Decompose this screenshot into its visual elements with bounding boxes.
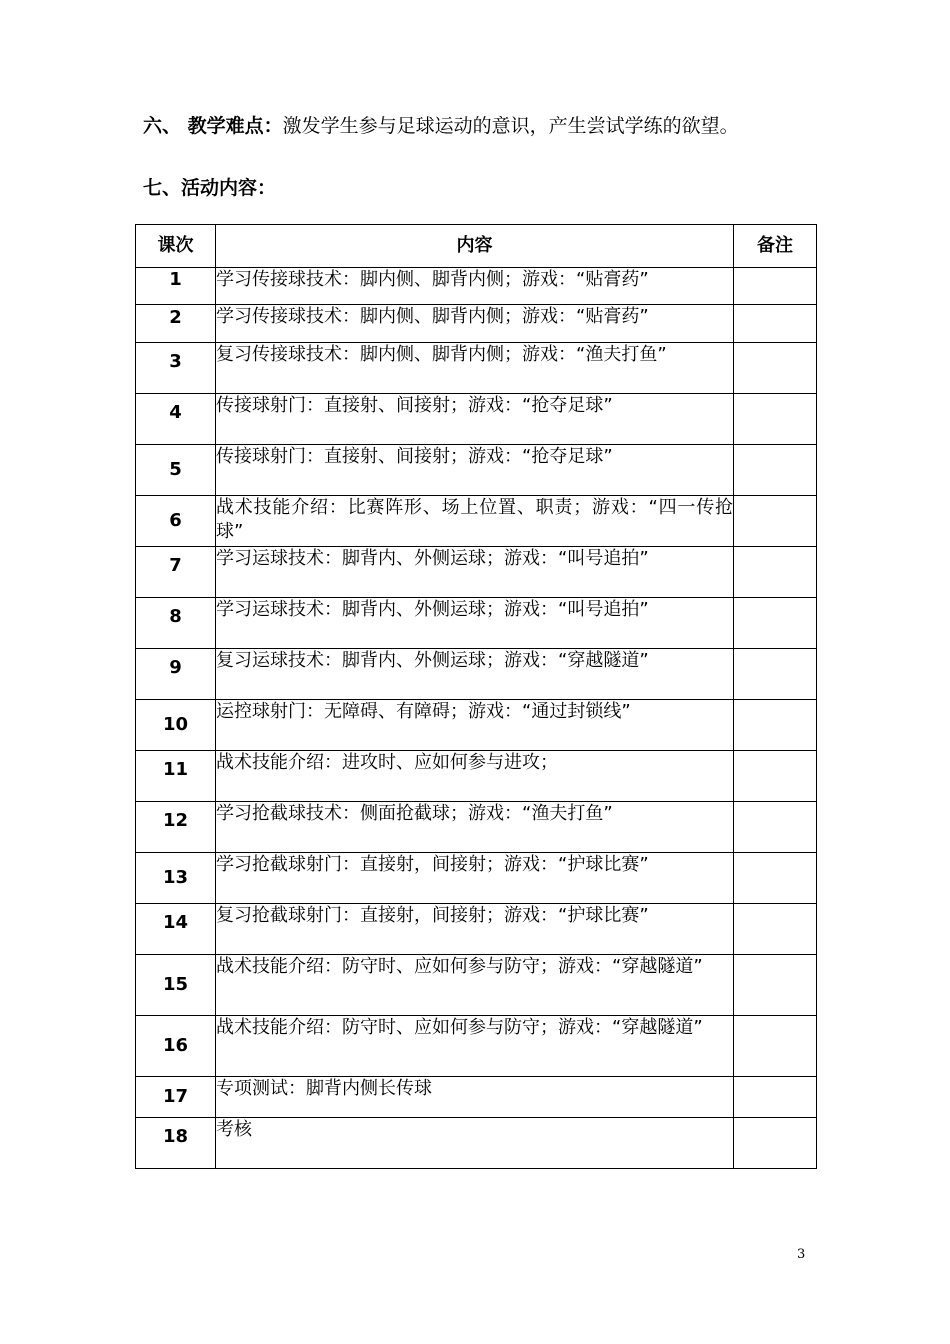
table-row <box>136 1016 817 1077</box>
lesson-content: 战术技能介绍：进攻时、应如何参与进攻； <box>216 751 734 802</box>
section-6-text: 激发学生参与足球运动的意识，产生尝试学练的欲望。 <box>282 115 739 137</box>
lesson-content: 专项测试：脚背内侧长传球 <box>216 1077 734 1118</box>
lesson-note <box>734 547 817 598</box>
header-lesson: 课次 <box>136 225 216 268</box>
table-row <box>136 394 817 445</box>
lesson-number: 11 <box>136 751 216 802</box>
lesson-content: 传接球射门：直接射、间接射；游戏：“抢夺足球” <box>216 394 734 445</box>
lesson-content: 学习传接球技术：脚内侧、脚背内侧；游戏：“贴膏药” <box>216 305 734 343</box>
lesson-number: 13 <box>136 853 216 904</box>
table-row <box>136 598 817 649</box>
lesson-content: 学习运球技术：脚背内、外侧运球；游戏：“叫号追拍” <box>216 547 734 598</box>
lesson-content: 复习抢截球射门：直接射，间接射；游戏：“护球比赛” <box>216 904 734 955</box>
table-row <box>136 547 817 598</box>
table-row <box>136 445 817 496</box>
lesson-note <box>734 649 817 700</box>
table-row <box>136 700 817 751</box>
table-row <box>136 904 817 955</box>
lesson-note <box>734 1077 817 1118</box>
lesson-note <box>734 904 817 955</box>
lesson-note <box>734 853 817 904</box>
lesson-number: 7 <box>136 547 216 598</box>
lesson-content: 运控球射门：无障碍、有障碍；游戏：“通过封锁线” <box>216 700 734 751</box>
header-content: 内容 <box>216 225 734 268</box>
table-row <box>136 802 817 853</box>
lesson-number: 1 <box>136 268 216 305</box>
lesson-note <box>734 496 817 547</box>
lesson-number: 16 <box>136 1016 216 1077</box>
lesson-content: 战术技能介绍：防守时、应如何参与防守；游戏：“穿越隧道” <box>216 955 734 1016</box>
lesson-content: 战术技能介绍：防守时、应如何参与防守；游戏：“穿越隧道” <box>216 1016 734 1077</box>
lesson-content: 复习传接球技术：脚内侧、脚背内侧；游戏：“渔夫打鱼” <box>216 343 734 394</box>
lesson-note <box>734 1118 817 1169</box>
lesson-number: 15 <box>136 955 216 1016</box>
lesson-content: 学习抢截球技术：侧面抢截球；游戏：“渔夫打鱼” <box>216 802 734 853</box>
lesson-number: 9 <box>136 649 216 700</box>
lesson-number: 8 <box>136 598 216 649</box>
lesson-note <box>734 1016 817 1077</box>
lesson-content: 战术技能介绍：比赛阵形、场上位置、职责；游戏：“四一传抢球” <box>216 496 734 547</box>
lesson-number: 12 <box>136 802 216 853</box>
table-header-row <box>136 225 817 268</box>
lesson-note <box>734 305 817 343</box>
table-row <box>136 496 817 547</box>
lesson-content: 学习运球技术：脚背内、外侧运球；游戏：“叫号追拍” <box>216 598 734 649</box>
lesson-content: 复习运球技术：脚背内、外侧运球；游戏：“穿越隧道” <box>216 649 734 700</box>
lesson-number: 5 <box>136 445 216 496</box>
table-row <box>136 649 817 700</box>
lesson-note <box>734 445 817 496</box>
lesson-number: 3 <box>136 343 216 394</box>
activity-table <box>135 224 817 1169</box>
lesson-note <box>734 751 817 802</box>
lesson-content: 传接球射门：直接射、间接射；游戏：“抢夺足球” <box>216 445 734 496</box>
table-row <box>136 751 817 802</box>
lesson-number: 4 <box>136 394 216 445</box>
lesson-note <box>734 343 817 394</box>
table-row <box>136 268 817 305</box>
lesson-content: 学习抢截球射门：直接射，间接射；游戏：“护球比赛” <box>216 853 734 904</box>
table-row <box>136 1118 817 1169</box>
header-notes: 备注 <box>734 225 817 268</box>
table-row <box>136 853 817 904</box>
lesson-note <box>734 598 817 649</box>
table-row <box>136 955 817 1016</box>
lesson-note <box>734 394 817 445</box>
lesson-note <box>734 955 817 1016</box>
section-6-heading: 六、 教学难点： <box>143 115 283 137</box>
lesson-note <box>734 700 817 751</box>
lesson-number: 10 <box>136 700 216 751</box>
section-7-heading: 七、活动内容： <box>143 177 277 199</box>
table-row <box>136 1077 817 1118</box>
lesson-note <box>734 268 817 305</box>
lesson-number: 18 <box>136 1118 216 1169</box>
table-row <box>136 305 817 343</box>
lesson-content: 考核 <box>216 1118 734 1169</box>
lesson-number: 17 <box>136 1077 216 1118</box>
lesson-number: 2 <box>136 305 216 343</box>
section-6 <box>143 113 739 139</box>
lesson-number: 6 <box>136 496 216 547</box>
lesson-number: 14 <box>136 904 216 955</box>
table-row <box>136 343 817 394</box>
page-number: 3 <box>797 1247 806 1262</box>
lesson-note <box>734 802 817 853</box>
lesson-content: 学习传接球技术：脚内侧、脚背内侧；游戏：“贴膏药” <box>216 268 734 305</box>
